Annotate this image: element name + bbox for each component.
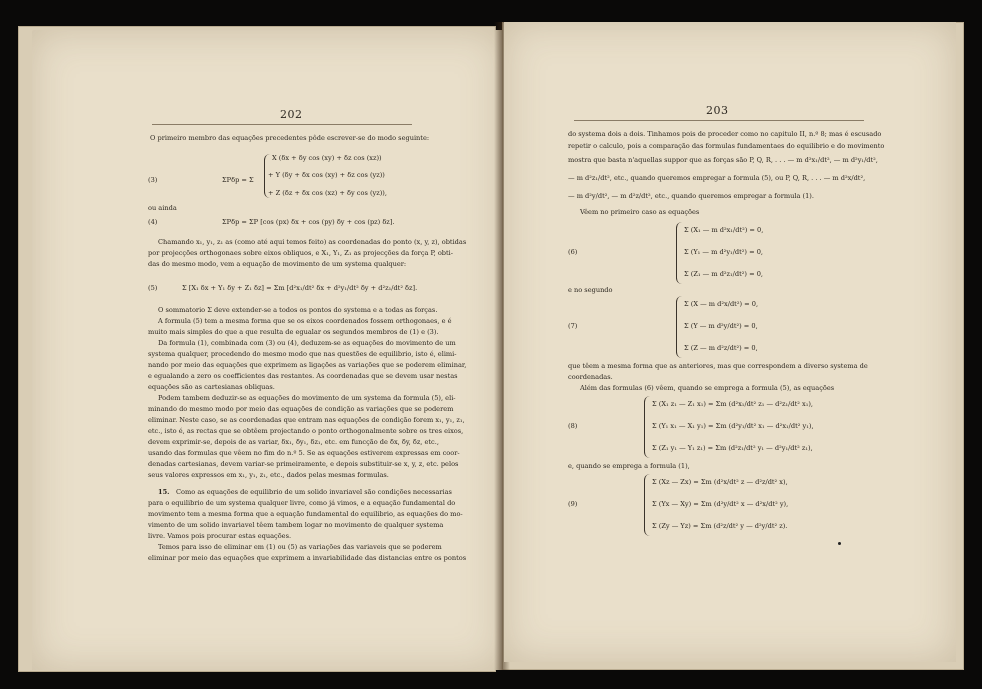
header-rule bbox=[152, 124, 412, 125]
page-number: 202 bbox=[280, 108, 303, 121]
eq9-line: Σ (Xz — Zx) = Σm (d²x/dt² z — d²z/dt² x), bbox=[652, 478, 788, 486]
paragraph-line: eliminar. Neste caso, se as coordenadas que entram nas equações de condição forem x₁, y₁, z₁, bbox=[148, 416, 465, 424]
paragraph-line: A formula (5) tem a mesma forma que se os eixos coordenados fossem orthogonaes, e é bbox=[158, 317, 452, 325]
eq8-brace bbox=[644, 396, 651, 458]
paragraph-line: repetir o calculo, pois a comparação das formulas fundamentaes do equilibrio e do movimento bbox=[568, 142, 885, 150]
eq4: ΣPδp = ΣP [cos (px) δx + cos (py) δy + cos (pz) δz]. bbox=[222, 218, 395, 226]
paragraph-line: eliminar por meio das equações que exprimem a invariabilidade das distancias entre os pontos bbox=[148, 554, 467, 562]
paragraph-line: e, quando se emprega a formula (1), bbox=[568, 462, 690, 470]
eq8-line: Σ (Z₁ y₁ — Y₁ z₁) = Σm (d²z₁/dt² y₁ — d²y₁/dt² z₁), bbox=[652, 444, 813, 452]
ink-speck bbox=[838, 542, 841, 545]
eq9-brace bbox=[644, 474, 651, 536]
paragraph-line: Chamando x₁, y₁, z₁ as (como até aqui temos feito) as coordenadas do ponto (x, y, z), obtidas bbox=[158, 238, 467, 246]
paragraph-line: que têem a mesma forma que as anteriores, mas que correspondem a diverso systema de bbox=[568, 362, 868, 370]
paragraph-line: etc., isto é, as rectas que se obtêem projectando o ponto orthogonalmente sobre os tres eixos, bbox=[148, 427, 464, 435]
paragraph-line: mostra que basta n'aquellas suppor que as forças são P, Q, R, . . . — m d²x₁/dt², — m d²y₁/dt², bbox=[568, 156, 878, 164]
eq4-label: (4) bbox=[148, 218, 158, 226]
paragraph-line: O sommatorio Σ deve extender-se a todos os pontos do systema e a todas as forças. bbox=[158, 306, 438, 314]
paragraph-line: vimento de um solido invariavel têem tambem logar no movimento de qualquer systema bbox=[148, 521, 444, 529]
eq7-label: (7) bbox=[568, 322, 578, 330]
right-page bbox=[504, 22, 956, 662]
eq5-label: (5) bbox=[148, 284, 158, 292]
eq9-line: Σ (Zy — Yz) = Σm (d²z/dt² y — d²y/dt² z). bbox=[652, 522, 788, 530]
eq9-line: Σ (Yx — Xy) = Σm (d²y/dt² x — d²x/dt² y), bbox=[652, 500, 789, 508]
paragraph-line: movimento tem a mesma forma que a equação fundamental do equilibrio, as equações do mo- bbox=[148, 510, 463, 518]
eq8-label: (8) bbox=[568, 422, 578, 430]
eq3-line: + Z (δz + δx cos (xz) + δy cos (yz)), bbox=[268, 189, 387, 197]
paragraph-line: denadas cartesianas, devem variar-se primeiramente, e depois substituir-se x, y, z, etc. pelos bbox=[148, 460, 459, 468]
left-page bbox=[32, 30, 502, 670]
paragraph-line: minando do mesmo modo por meio das equações de condição as variações que se poderem bbox=[148, 405, 454, 413]
eq8-line: Σ (Y₁ x₁ — X₁ y₁) = Σm (d²y₁/dt² x₁ — d²x₁/dt² y₁), bbox=[652, 422, 814, 430]
eq3-lhs: ΣPδp = Σ bbox=[222, 176, 254, 184]
paragraph-line: nando por meio das equações que exprimem as ligações as variações que se poderem eliminar, bbox=[148, 361, 467, 369]
ou-ainda-text: ou ainda bbox=[148, 204, 177, 212]
eq3-label: (3) bbox=[148, 176, 158, 184]
page-number: 203 bbox=[706, 104, 729, 117]
open-book bbox=[12, 22, 970, 667]
paragraph-line: — m d²y/dt², — m d²z/dt², etc., quando queremos empregar a formula (1). bbox=[568, 192, 814, 200]
paragraph-line: equações são as cartesianas obliquas. bbox=[148, 383, 275, 391]
paragraph-line: por projecções orthogonaes sobre eixos obliquos, e X₁, Y₁, Z₁ as projecções da força P, obti- bbox=[148, 249, 454, 257]
eq7-line: Σ (Z — m d²z/dt²) = 0, bbox=[684, 344, 758, 352]
eq5: Σ [X₁ δx + Y₁ δy + Z₁ δz] = Σm [d²x₁/dt² δx + d²y₁/dt² δy + d²z₁/dt² δz]. bbox=[182, 284, 418, 292]
eq6-line: Σ (Z₁ — m d²z₁/dt²) = 0, bbox=[684, 270, 763, 278]
paragraph-line: Temos para isso de eliminar em (1) ou (5) as variações das variaveis que se poderem bbox=[158, 543, 442, 551]
eq3-line: + Y (δy + δx cos (xy) + δz cos (yz)) bbox=[268, 171, 385, 179]
paragraph-line: e egualando a zero os coefficientes das restantes. As coordenadas que se devem usar nestas bbox=[148, 372, 458, 380]
eq3-line: X (δx + δy cos (xy) + δz cos (xz)) bbox=[272, 154, 382, 162]
intro-text: O primeiro membro das equações precedentes pôde escrever-se do modo seguinte: bbox=[150, 134, 430, 142]
header-rule bbox=[574, 120, 864, 121]
eq6-line: Σ (X₁ — m d²x₁/dt²) = 0, bbox=[684, 226, 764, 234]
paragraph-line: Vêem no primeiro caso as equações bbox=[580, 208, 700, 216]
paragraph-line: coordenadas. bbox=[568, 373, 613, 381]
paragraph-line: muito mais simples do que a que resulta de egualar os segundos membros de (1) e (3). bbox=[148, 328, 439, 336]
paragraph-line: para o equilibrio de um systema qualquer livre, como já vimos, e a equação fundamental do bbox=[148, 499, 456, 507]
paragraph-line: usando das formulas que vêem no fim do n.º 5. Se as equações estiverem expressas em coor- bbox=[148, 449, 460, 457]
paragraph-line: e no segundo bbox=[568, 286, 613, 294]
paragraph-line: systema qualquer, procedendo do mesmo modo que nas questões de equilibrio, isto é, elimi- bbox=[148, 350, 457, 358]
paragraph-line: — m d²z₁/dt², etc., quando queremos empregar a formula (5), ou P, Q, R, . . . — m d²x/dt², bbox=[568, 174, 866, 182]
eq6-brace bbox=[676, 222, 683, 284]
eq8-line: Σ (X₁ z₁ — Z₁ x₁) = Σm (d²x₁/dt² z₁ — d²z₁/dt² x₁), bbox=[652, 400, 814, 408]
eq7-line: Σ (X — m d²x/dt²) = 0, bbox=[684, 300, 759, 308]
paragraph-line: das do mesmo modo, vem a equação de movimento de um systema qualquer: bbox=[148, 260, 407, 268]
paragraph-line: Podem tambem deduzir-se as equações do movimento de um systema da formula (5), eli- bbox=[158, 394, 456, 402]
eq7-brace bbox=[676, 296, 683, 358]
paragraph-line: Além das formulas (6) vêem, quando se emprega a formula (5), as equações bbox=[580, 384, 835, 392]
eq6-label: (6) bbox=[568, 248, 578, 256]
paragraph-line: seus valores expressos em x₁, y₁, z₁, etc., dados pelas mesmas formulas. bbox=[148, 471, 389, 479]
section-number: 15. bbox=[158, 488, 170, 496]
eq9-label: (9) bbox=[568, 500, 578, 508]
paragraph-line: do systema dois a dois. Tinhamos pois de proceder como no capitulo II, n.º 8; mas é escusado bbox=[568, 130, 882, 138]
eq6-line: Σ (Y₁ — m d²y₁/dt²) = 0, bbox=[684, 248, 764, 256]
paragraph-line: livre. Vamos pois procurar estas equações. bbox=[148, 532, 292, 540]
paragraph-line: devem exprimir-se, depois de as variar, δx₁, δy₁, δz₁, etc. em funcção de δx, δy, δz, etc., bbox=[148, 438, 439, 446]
eq7-line: Σ (Y — m d²y/dt²) = 0, bbox=[684, 322, 758, 330]
paragraph-line: Como as equações de equilibrio de um solido invariavel são condições necessarias bbox=[176, 488, 452, 496]
paragraph-line: Da formula (1), combinada com (3) ou (4), deduzem-se as equações do movimento de um bbox=[158, 339, 456, 347]
